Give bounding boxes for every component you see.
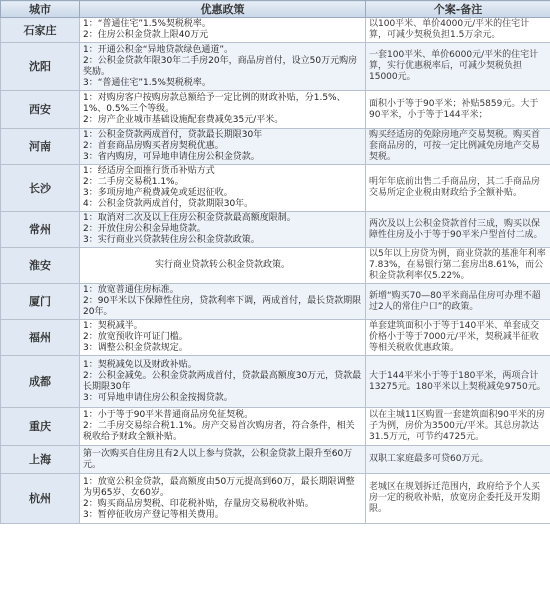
table-row	[1, 320, 550, 356]
policy-line: 2：90平米以下保障性住房，贷款利率下调，两成首付，最长贷款期限20年。	[83, 296, 362, 317]
header-note: 个案-备注	[366, 1, 550, 18]
policy-line: 3：暂停征收房产登记等相关费用。	[83, 509, 224, 520]
policy-line: 2：首套商品房购买者房契税优惠。	[83, 141, 224, 151]
policy-line: 2：公积金贷款年限30年二手房20年，商品房首付，设立50万元购房奖励。	[83, 55, 358, 77]
city-cell: 重庆	[1, 408, 80, 446]
policy-cell	[80, 356, 366, 408]
policy-line: 2：购买商品房契税、印花税补贴，存量房交易税收补贴。	[83, 498, 314, 509]
policy-line: 1：放宽普通住房标准。	[83, 285, 179, 295]
policy-cell	[80, 129, 366, 165]
note-cell: 以100平米、单价4000元/平米的住宅计算，可减少契税负担1.5万余元。	[366, 18, 550, 43]
policy-cell	[80, 43, 366, 91]
header-city: 城市	[1, 1, 80, 18]
table-row	[1, 284, 550, 320]
city-cell: 福州	[1, 320, 80, 356]
policy-line: 2：公积金减免。公积金贷款两成首付，贷款最高额度30万元，贷款最长期限30年	[83, 370, 362, 392]
policy-line: 3：可异地申请住房公积金按揭贷款。	[83, 392, 233, 403]
table-row	[1, 356, 550, 408]
note-cell: 购买经适房的免除房地产交易契税。购买首套商品房的，可按一定比例减免房地产交易契税。	[366, 129, 550, 165]
city-cell: 淮安	[1, 248, 80, 284]
city-cell: 杭州	[1, 474, 80, 524]
note-cell: 面积小于等于90平米；补贴5859元。大于90平米，小于等于144平米；	[366, 91, 550, 129]
policy-line: 实行商业贷款转公积金贷款政策。	[154, 260, 290, 270]
city-cell: 河南	[1, 129, 80, 165]
policy-line: 2：房产企业城市基础设施配套费减免35元/平米。	[83, 115, 284, 125]
policy-cell	[80, 284, 366, 320]
table-row	[1, 43, 550, 91]
policy-cell	[80, 91, 366, 129]
note-cell: 以在主城11区购置一套建筑面积90平米的房子为例，房价为3500元/平米。其总房款达31.5万元，可节约4725元。	[366, 408, 550, 446]
policy-cell	[80, 320, 366, 356]
table-row	[1, 91, 550, 129]
policy-line: 3：“普通住宅”1.5%契税税率。	[83, 77, 211, 88]
policy-line: 2：开放住房公积金异地贷款。	[83, 224, 206, 234]
note-cell: 双职工家庭最多可贷60万元。	[366, 446, 550, 474]
policy-line: 2：放宽预收许可证门槛。	[83, 332, 188, 342]
note-cell: 单套建筑面积小于等于140平米、单套成交价格小于等于7000元/平米，契税减半征收等相关税收优惠政策。	[366, 320, 550, 356]
policy-line: 1：对购房客户按购房款总额给予一定比例的财政补贴，分1.5%、1%、0.5%三个等级。	[83, 93, 346, 114]
policy-line: 1：取消对二次及以上住房公积金贷款最高额度限制。	[83, 213, 296, 223]
policy-cell	[80, 212, 366, 248]
policy-cell	[80, 408, 366, 446]
policy-line: 1：小于等于90平米普通商品房免征契税。	[83, 410, 254, 420]
policy-cell	[80, 18, 366, 43]
table-row	[1, 212, 550, 248]
policy-cell	[80, 248, 366, 284]
policy-line: 1：契税减半。	[83, 321, 143, 331]
table-row	[1, 408, 550, 446]
note-cell: 老城区在规划拆迁范围内，政府给予个人买房一定的税收补贴，放宽房企委托及开发期限。	[366, 474, 550, 524]
policy-line: 1：契税减免以及财政补贴。	[83, 359, 197, 370]
policy-line: 3：调整公积金贷款规定。	[83, 343, 188, 353]
note-cell: 大于144平米小于等于180平米，两项合计13275元。180平米以上契税减免9750元。	[366, 356, 550, 408]
table-row	[1, 18, 550, 43]
policy-line: 2：住房公积金贷款上限40万元	[83, 30, 209, 40]
table-row	[1, 248, 550, 284]
header-policy: 优惠政策	[80, 1, 366, 18]
policy-line: 2：二手房交易税1.1%。	[83, 177, 184, 187]
policy-line: 1：经适房全面推行货币补贴方式	[83, 166, 215, 176]
city-cell: 上海	[1, 446, 80, 474]
city-cell: 沈阳	[1, 43, 80, 91]
table-row	[1, 446, 550, 474]
table-header	[1, 1, 550, 18]
policy-line: 3：省内购房，可异地申请住房公积金贷款。	[83, 152, 260, 162]
policy-cell	[80, 165, 366, 212]
policy-line: 1：放宽公积金贷款，最高额度由50万元提高到60万，最长期限调整为男65岁、女60岁。	[83, 476, 355, 498]
table-row	[1, 474, 550, 524]
policy-line: 2：二手房交易综合税1.1%。房产交易首次购房者，符合条件，相关税收给予财政全额补贴。	[83, 421, 355, 442]
note-cell: 一套100平米、单价6000元/平米的住宅计算，实行优惠税率后，可减少契税负担15000元。	[366, 43, 550, 91]
note-cell: 新增“购买70—80平米商品住房可办理不超过2人的常住户口”的政策。	[366, 284, 550, 320]
table-body	[1, 18, 550, 524]
city-cell: 石家庄	[1, 18, 80, 43]
table-row	[1, 129, 550, 165]
city-cell: 厦门	[1, 284, 80, 320]
policy-line: 第一次购买自住房且有2人以上参与贷款，公积金贷款上限升至60万元。	[83, 448, 353, 470]
policy-line: 1：“普通住宅”1.5%契税税率。	[83, 19, 211, 29]
policy-cell	[80, 474, 366, 524]
city-cell: 西安	[1, 91, 80, 129]
policy-line: 1：公积金贷款两成首付，贷款最长期限30年	[83, 130, 263, 140]
note-cell: 明年年底前出售二手商品房，其二手商品房交易所定企业税由财政给予全额补贴。	[366, 165, 550, 212]
policy-line: 4：公积金贷款两成首付，贷款期限30年。	[83, 199, 254, 209]
note-cell: 两次及以上公积金贷款首付三成，购买以保障性住房及小于等于90平米户型首付二成。	[366, 212, 550, 248]
policy-line: 3：实行商业兴贷款转住房公积金贷款政策。	[83, 235, 260, 245]
city-cell: 成都	[1, 356, 80, 408]
note-cell: 以5年以上房贷为例，商业贷款的基准年利率7.83%，在易银行第二套房出8.61%，而公积金贷款利率仅5.22%。	[366, 248, 550, 284]
policy-line: 1：开通公积金“异地贷款绿色通道”。	[83, 44, 234, 55]
policy-cell	[80, 446, 366, 474]
policy-line: 3：多项房地产税费减免或延迟征收。	[83, 188, 233, 198]
city-cell: 长沙	[1, 165, 80, 212]
table-row	[1, 165, 550, 212]
city-cell: 常州	[1, 212, 80, 248]
